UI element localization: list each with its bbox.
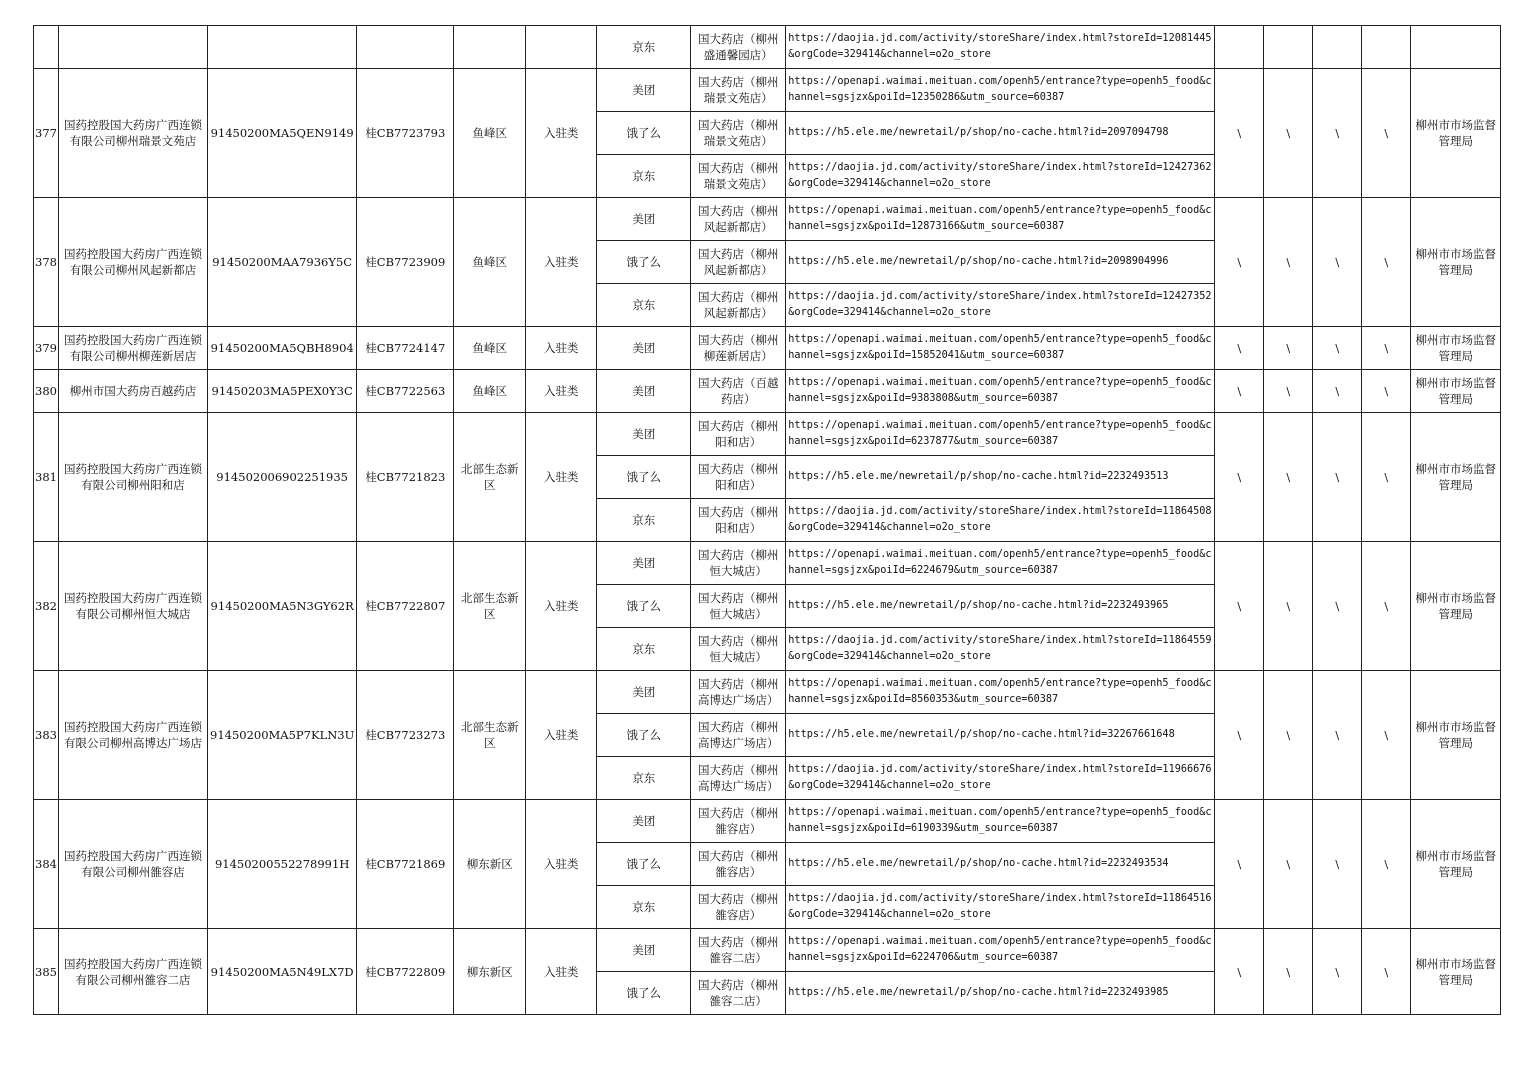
url-cell: https://openapi.waimai.meituan.com/openh5/entrance?type=openh5_food&channel=sgsjzx&poiId=9383808&utm_source=60387 bbox=[786, 370, 1215, 413]
backslash-cell: \ bbox=[1264, 370, 1313, 413]
backslash-cell: \ bbox=[1264, 413, 1313, 542]
shop-name-cell: 国大药店（柳州柳莲新居店） bbox=[691, 327, 786, 370]
table-row bbox=[34, 26, 1501, 69]
credit-code-cell: 91450200MA5N49LX7D bbox=[208, 929, 357, 1015]
shop-name-cell: 国大药店（柳州风起新都店） bbox=[691, 198, 786, 241]
shop-name-cell: 国大药店（柳州风起新都店） bbox=[691, 284, 786, 327]
shop-name-cell: 国大药店（柳州雒容二店） bbox=[691, 972, 786, 1015]
backslash-cell: \ bbox=[1362, 413, 1411, 542]
empty-cell bbox=[59, 26, 208, 69]
backslash-cell: \ bbox=[1362, 929, 1411, 1015]
url-cell: https://h5.ele.me/newretail/p/shop/no-cache.html?id=32267661648 bbox=[786, 714, 1215, 757]
row-number-cell: 382 bbox=[34, 542, 59, 671]
row-number-cell: 384 bbox=[34, 800, 59, 929]
empty-cell bbox=[454, 26, 526, 69]
shop-name-cell: 国大药店（柳州风起新都店） bbox=[691, 241, 786, 284]
backslash-cell: \ bbox=[1313, 370, 1362, 413]
company-cell: 柳州市国大药房百越药店 bbox=[59, 370, 208, 413]
shop-name-cell: 国大药店（柳州瑞景文苑店） bbox=[691, 69, 786, 112]
shop-name-cell: 国大药店（柳州高博达广场店） bbox=[691, 671, 786, 714]
empty-cell bbox=[357, 26, 454, 69]
platform-cell: 饿了么 bbox=[597, 456, 691, 499]
empty-cell bbox=[1264, 26, 1313, 69]
backslash-cell: \ bbox=[1264, 929, 1313, 1015]
district-cell: 柳东新区 bbox=[454, 929, 526, 1015]
row-number-cell: 378 bbox=[34, 198, 59, 327]
table-row bbox=[34, 542, 1501, 585]
backslash-cell: \ bbox=[1215, 370, 1264, 413]
backslash-cell: \ bbox=[1313, 542, 1362, 671]
platform-cell: 京东 bbox=[597, 26, 691, 69]
authority-cell: 柳州市市场监督管理局 bbox=[1411, 671, 1501, 800]
company-cell: 国药控股国大药房广西连锁有限公司柳州风起新都店 bbox=[59, 198, 208, 327]
platform-cell: 京东 bbox=[597, 757, 691, 800]
shop-name-cell: 国大药店（柳州阳和店） bbox=[691, 499, 786, 542]
category-cell: 入驻类 bbox=[526, 327, 597, 370]
credit-code-cell: 91450200MA5N3GY62R bbox=[208, 542, 357, 671]
shop-name-cell: 国大药店（柳州雒容二店） bbox=[691, 929, 786, 972]
backslash-cell: \ bbox=[1362, 370, 1411, 413]
credit-code-cell: 91450200552278991H bbox=[208, 800, 357, 929]
url-cell: https://h5.ele.me/newretail/p/shop/no-cache.html?id=2098904996 bbox=[786, 241, 1215, 284]
shop-name-cell: 国大药店（柳州高博达广场店） bbox=[691, 757, 786, 800]
url-cell: https://h5.ele.me/newretail/p/shop/no-cache.html?id=2097094798 bbox=[786, 112, 1215, 155]
url-cell: https://daojia.jd.com/activity/storeShare/index.html?storeId=11864559&orgCode=329414&channel=o2o_store bbox=[786, 628, 1215, 671]
url-cell: https://daojia.jd.com/activity/storeShare/index.html?storeId=11864508&orgCode=329414&channel=o2o_store bbox=[786, 499, 1215, 542]
platform-cell: 饿了么 bbox=[597, 714, 691, 757]
authority-cell: 柳州市市场监督管理局 bbox=[1411, 198, 1501, 327]
shop-name-cell: 国大药店（柳州恒大城店） bbox=[691, 628, 786, 671]
platform-cell: 美团 bbox=[597, 671, 691, 714]
platform-cell: 美团 bbox=[597, 413, 691, 456]
district-cell: 鱼峰区 bbox=[454, 327, 526, 370]
authority-cell: 柳州市市场监督管理局 bbox=[1411, 929, 1501, 1015]
authority-cell: 柳州市市场监督管理局 bbox=[1411, 370, 1501, 413]
backslash-cell: \ bbox=[1264, 198, 1313, 327]
backslash-cell: \ bbox=[1215, 671, 1264, 800]
shop-name-cell: 国大药店（柳州阳和店） bbox=[691, 456, 786, 499]
backslash-cell: \ bbox=[1215, 198, 1264, 327]
platform-cell: 美团 bbox=[597, 542, 691, 585]
table-row bbox=[34, 69, 1501, 112]
platform-cell: 饿了么 bbox=[597, 585, 691, 628]
platform-cell: 京东 bbox=[597, 284, 691, 327]
backslash-cell: \ bbox=[1362, 69, 1411, 198]
license-cell: 桂CB7722809 bbox=[357, 929, 454, 1015]
license-cell: 桂CB7722563 bbox=[357, 370, 454, 413]
store-table bbox=[33, 25, 1501, 1015]
backslash-cell: \ bbox=[1313, 198, 1362, 327]
backslash-cell: \ bbox=[1313, 327, 1362, 370]
company-cell: 国药控股国大药房广西连锁有限公司柳州瑞景文苑店 bbox=[59, 69, 208, 198]
row-number-cell: 383 bbox=[34, 671, 59, 800]
url-cell: https://openapi.waimai.meituan.com/openh5/entrance?type=openh5_food&channel=sgsjzx&poiId=12873166&utm_source=60387 bbox=[786, 198, 1215, 241]
authority-cell: 柳州市市场监督管理局 bbox=[1411, 327, 1501, 370]
backslash-cell: \ bbox=[1215, 69, 1264, 198]
license-cell: 桂CB7723273 bbox=[357, 671, 454, 800]
row-number-cell: 379 bbox=[34, 327, 59, 370]
shop-name-cell: 国大药店（柳州雒容店） bbox=[691, 886, 786, 929]
backslash-cell: \ bbox=[1215, 542, 1264, 671]
empty-cell bbox=[1215, 26, 1264, 69]
authority-cell: 柳州市市场监督管理局 bbox=[1411, 413, 1501, 542]
platform-cell: 美团 bbox=[597, 327, 691, 370]
url-cell: https://daojia.jd.com/activity/storeShare/index.html?storeId=11864516&orgCode=329414&channel=o2o_store bbox=[786, 886, 1215, 929]
row-number-cell: 377 bbox=[34, 69, 59, 198]
category-cell: 入驻类 bbox=[526, 671, 597, 800]
authority-cell: 柳州市市场监督管理局 bbox=[1411, 800, 1501, 929]
backslash-cell: \ bbox=[1264, 800, 1313, 929]
district-cell: 北部生态新区 bbox=[454, 413, 526, 542]
license-cell: 桂CB7721823 bbox=[357, 413, 454, 542]
shop-name-cell: 国大药店（柳州恒大城店） bbox=[691, 542, 786, 585]
district-cell: 鱼峰区 bbox=[454, 370, 526, 413]
row-number-cell: 385 bbox=[34, 929, 59, 1015]
authority-cell: 柳州市市场监督管理局 bbox=[1411, 69, 1501, 198]
empty-cell bbox=[1362, 26, 1411, 69]
credit-code-cell: 91450200MA5QBH8904 bbox=[208, 327, 357, 370]
backslash-cell: \ bbox=[1362, 671, 1411, 800]
platform-cell: 美团 bbox=[597, 370, 691, 413]
shop-name-cell: 国大药店（柳州雒容店） bbox=[691, 843, 786, 886]
platform-cell: 京东 bbox=[597, 155, 691, 198]
url-cell: https://openapi.waimai.meituan.com/openh5/entrance?type=openh5_food&channel=sgsjzx&poiId=6224706&utm_source=60387 bbox=[786, 929, 1215, 972]
platform-cell: 京东 bbox=[597, 499, 691, 542]
district-cell: 柳东新区 bbox=[454, 800, 526, 929]
backslash-cell: \ bbox=[1264, 69, 1313, 198]
row-number-cell: 380 bbox=[34, 370, 59, 413]
company-cell: 国药控股国大药房广西连锁有限公司柳州阳和店 bbox=[59, 413, 208, 542]
url-cell: https://openapi.waimai.meituan.com/openh5/entrance?type=openh5_food&channel=sgsjzx&poiId=12350286&utm_source=60387 bbox=[786, 69, 1215, 112]
credit-code-cell: 91450200MA5P7KLN3U bbox=[208, 671, 357, 800]
table-row bbox=[34, 327, 1501, 370]
license-cell: 桂CB7721869 bbox=[357, 800, 454, 929]
platform-cell: 美团 bbox=[597, 800, 691, 843]
district-cell: 北部生态新区 bbox=[454, 542, 526, 671]
platform-cell: 饿了么 bbox=[597, 241, 691, 284]
empty-cell bbox=[1313, 26, 1362, 69]
backslash-cell: \ bbox=[1362, 198, 1411, 327]
url-cell: https://openapi.waimai.meituan.com/openh5/entrance?type=openh5_food&channel=sgsjzx&poiId=8560353&utm_source=60387 bbox=[786, 671, 1215, 714]
platform-cell: 京东 bbox=[597, 886, 691, 929]
url-cell: https://daojia.jd.com/activity/storeShare/index.html?storeId=12427362&orgCode=329414&channel=o2o_store bbox=[786, 155, 1215, 198]
url-cell: https://h5.ele.me/newretail/p/shop/no-cache.html?id=2232493985 bbox=[786, 972, 1215, 1015]
empty-cell bbox=[526, 26, 597, 69]
url-cell: https://daojia.jd.com/activity/storeShare/index.html?storeId=12081445&orgCode=329414&channel=o2o_store bbox=[786, 26, 1215, 69]
platform-cell: 饿了么 bbox=[597, 112, 691, 155]
category-cell: 入驻类 bbox=[526, 413, 597, 542]
category-cell: 入驻类 bbox=[526, 800, 597, 929]
platform-cell: 美团 bbox=[597, 69, 691, 112]
url-cell: https://openapi.waimai.meituan.com/openh5/entrance?type=openh5_food&channel=sgsjzx&poiId=15852041&utm_source=60387 bbox=[786, 327, 1215, 370]
url-cell: https://openapi.waimai.meituan.com/openh5/entrance?type=openh5_food&channel=sgsjzx&poiId=6224679&utm_source=60387 bbox=[786, 542, 1215, 585]
backslash-cell: \ bbox=[1215, 327, 1264, 370]
platform-cell: 美团 bbox=[597, 198, 691, 241]
backslash-cell: \ bbox=[1362, 327, 1411, 370]
district-cell: 鱼峰区 bbox=[454, 198, 526, 327]
shop-name-cell: 国大药店（柳州瑞景文苑店） bbox=[691, 155, 786, 198]
license-cell: 桂CB7724147 bbox=[357, 327, 454, 370]
backslash-cell: \ bbox=[1264, 327, 1313, 370]
empty-cell bbox=[208, 26, 357, 69]
credit-code-cell: 91450203MA5PEX0Y3C bbox=[208, 370, 357, 413]
url-cell: https://h5.ele.me/newretail/p/shop/no-cache.html?id=2232493965 bbox=[786, 585, 1215, 628]
category-cell: 入驻类 bbox=[526, 929, 597, 1015]
backslash-cell: \ bbox=[1215, 800, 1264, 929]
backslash-cell: \ bbox=[1362, 542, 1411, 671]
backslash-cell: \ bbox=[1313, 800, 1362, 929]
credit-code-cell: 91450200MAA7936Y5C bbox=[208, 198, 357, 327]
table-row bbox=[34, 929, 1501, 972]
backslash-cell: \ bbox=[1215, 929, 1264, 1015]
shop-name-cell: 国大药店（柳州瑞景文苑店） bbox=[691, 112, 786, 155]
platform-cell: 京东 bbox=[597, 628, 691, 671]
platform-cell: 美团 bbox=[597, 929, 691, 972]
backslash-cell: \ bbox=[1313, 929, 1362, 1015]
company-cell: 国药控股国大药房广西连锁有限公司柳州恒大城店 bbox=[59, 542, 208, 671]
license-cell: 桂CB7723909 bbox=[357, 198, 454, 327]
category-cell: 入驻类 bbox=[526, 542, 597, 671]
shop-name-cell: 国大药店（柳州阳和店） bbox=[691, 413, 786, 456]
platform-cell: 饿了么 bbox=[597, 972, 691, 1015]
shop-name-cell: 国大药店（柳州恒大城店） bbox=[691, 585, 786, 628]
url-cell: https://openapi.waimai.meituan.com/openh5/entrance?type=openh5_food&channel=sgsjzx&poiId=6237877&utm_source=60387 bbox=[786, 413, 1215, 456]
company-cell: 国药控股国大药房广西连锁有限公司柳州柳莲新居店 bbox=[59, 327, 208, 370]
table-row bbox=[34, 671, 1501, 714]
backslash-cell: \ bbox=[1215, 413, 1264, 542]
company-cell: 国药控股国大药房广西连锁有限公司柳州雒容店 bbox=[59, 800, 208, 929]
backslash-cell: \ bbox=[1264, 542, 1313, 671]
table-row bbox=[34, 800, 1501, 843]
category-cell: 入驻类 bbox=[526, 198, 597, 327]
backslash-cell: \ bbox=[1313, 413, 1362, 542]
url-cell: https://daojia.jd.com/activity/storeShare/index.html?storeId=12427352&orgCode=329414&channel=o2o_store bbox=[786, 284, 1215, 327]
shop-name-cell: 国大药店（柳州雒容店） bbox=[691, 800, 786, 843]
url-cell: https://openapi.waimai.meituan.com/openh5/entrance?type=openh5_food&channel=sgsjzx&poiId=6190339&utm_source=60387 bbox=[786, 800, 1215, 843]
table-row bbox=[34, 370, 1501, 413]
authority-cell: 柳州市市场监督管理局 bbox=[1411, 542, 1501, 671]
credit-code-cell: 91450200MA5QEN9149 bbox=[208, 69, 357, 198]
url-cell: https://h5.ele.me/newretail/p/shop/no-cache.html?id=2232493534 bbox=[786, 843, 1215, 886]
district-cell: 北部生态新区 bbox=[454, 671, 526, 800]
shop-name-cell: 国大药店（柳州盛通馨园店） bbox=[691, 26, 786, 69]
empty-cell bbox=[1411, 26, 1501, 69]
backslash-cell: \ bbox=[1362, 800, 1411, 929]
row-number-cell: 381 bbox=[34, 413, 59, 542]
empty-cell bbox=[34, 26, 59, 69]
shop-name-cell: 国大药店（柳州高博达广场店） bbox=[691, 714, 786, 757]
table-row bbox=[34, 198, 1501, 241]
company-cell: 国药控股国大药房广西连锁有限公司柳州高博达广场店 bbox=[59, 671, 208, 800]
company-cell: 国药控股国大药房广西连锁有限公司柳州雒容二店 bbox=[59, 929, 208, 1015]
category-cell: 入驻类 bbox=[526, 69, 597, 198]
category-cell: 入驻类 bbox=[526, 370, 597, 413]
url-cell: https://h5.ele.me/newretail/p/shop/no-cache.html?id=2232493513 bbox=[786, 456, 1215, 499]
table-row bbox=[34, 413, 1501, 456]
url-cell: https://daojia.jd.com/activity/storeShare/index.html?storeId=11966676&orgCode=329414&channel=o2o_store bbox=[786, 757, 1215, 800]
district-cell: 鱼峰区 bbox=[454, 69, 526, 198]
shop-name-cell: 国大药店（百越药店） bbox=[691, 370, 786, 413]
platform-cell: 饿了么 bbox=[597, 843, 691, 886]
license-cell: 桂CB7722807 bbox=[357, 542, 454, 671]
credit-code-cell: 914502006902251935 bbox=[208, 413, 357, 542]
backslash-cell: \ bbox=[1313, 671, 1362, 800]
backslash-cell: \ bbox=[1264, 671, 1313, 800]
license-cell: 桂CB7723793 bbox=[357, 69, 454, 198]
backslash-cell: \ bbox=[1313, 69, 1362, 198]
